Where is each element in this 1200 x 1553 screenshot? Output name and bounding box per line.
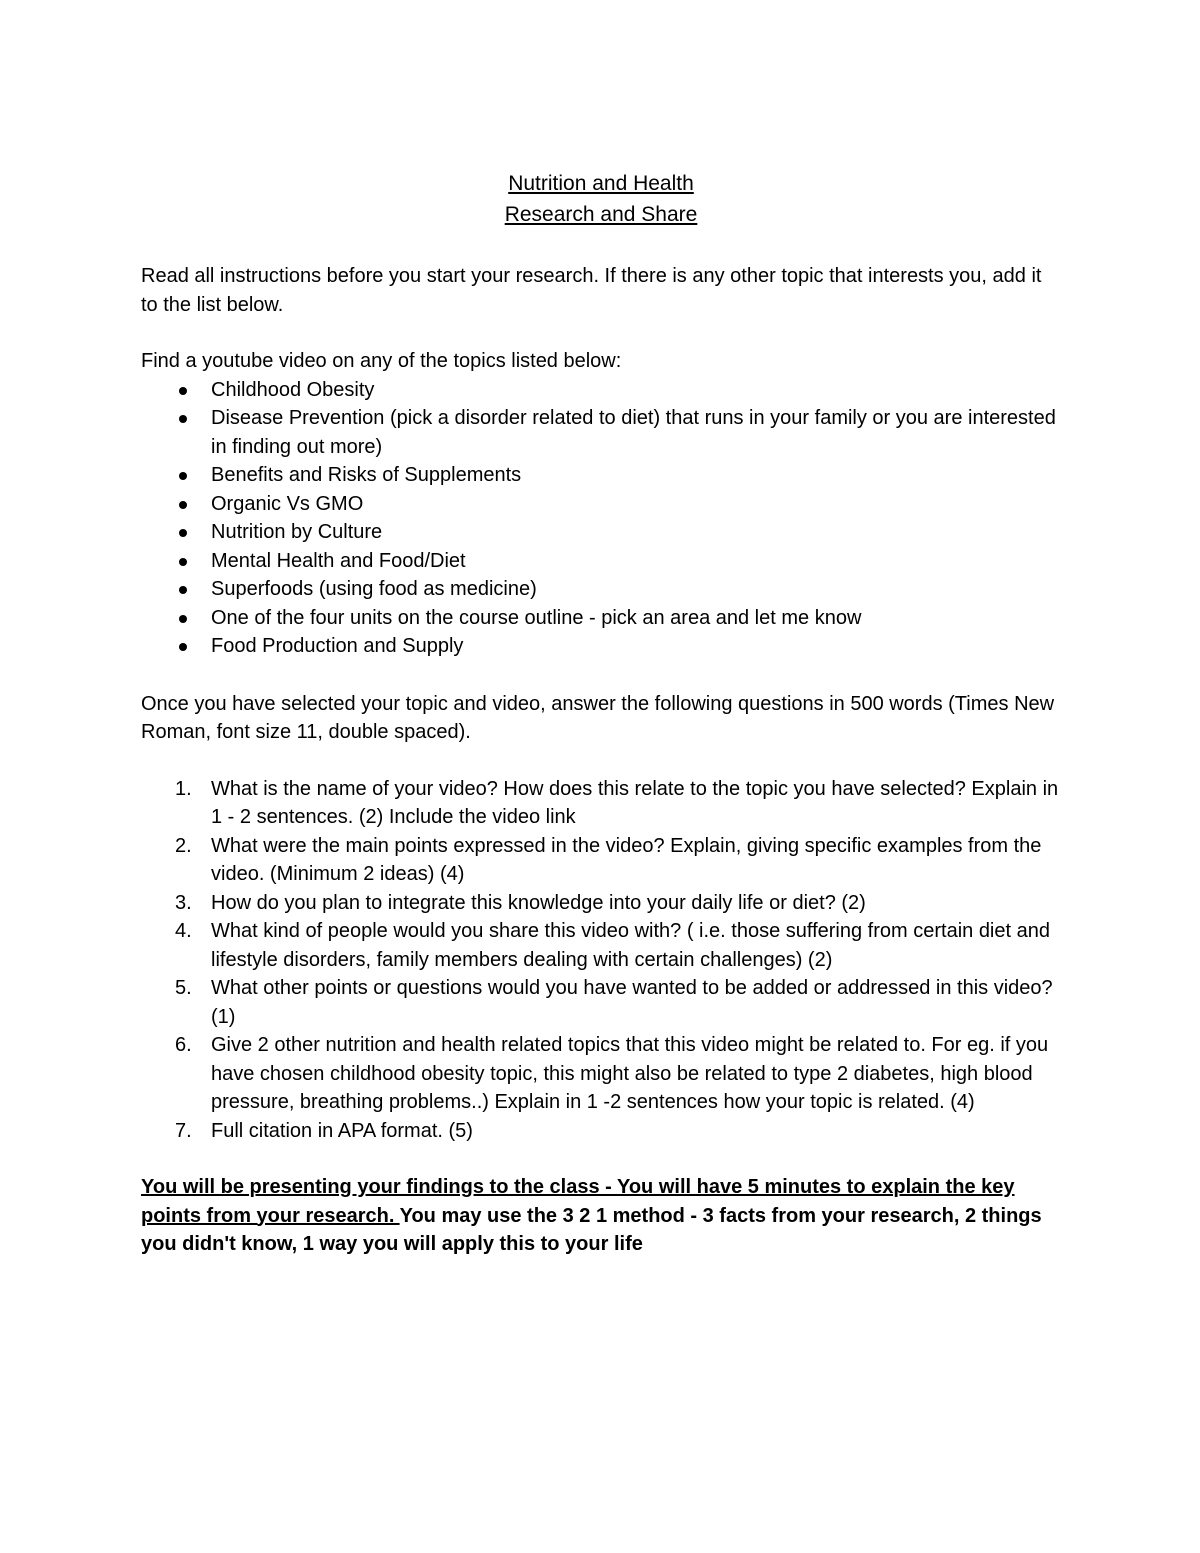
topics-list: [141, 376, 1061, 661]
topic-text: Mental Health and Food/Diet: [211, 549, 466, 572]
closing-text: You may use the 3 2 1 method - 3 facts from your research, 2 things you didn't know, 1 way you will apply this to your life: [141, 1204, 1042, 1255]
question-item: [141, 1031, 1061, 1117]
question-text: Give 2 other nutrition and health related topics that this video might be related to. For eg. if you have chosen childhood obesity topic, this might also be related to type 2 diabetes, high blood pressure, breathing problems..) Explain in 1 -2 sentences how your topic is related. (4): [211, 1034, 1049, 1113]
bullet-icon: [179, 415, 187, 423]
topic-text: Food Production and Supply: [211, 635, 464, 657]
bullet-icon: [179, 472, 187, 480]
question-text: Full citation in APA format. (5): [211, 1119, 473, 1142]
topic-text: Disease Prevention (pick a disorder related to diet) that runs in your family or you are interested in finding out more): [211, 407, 1056, 458]
topic-item: [141, 632, 1061, 661]
question-number: 2.: [175, 834, 192, 857]
question-item: [141, 775, 1061, 832]
topic-text: Childhood Obesity: [211, 378, 375, 401]
question-item: [141, 889, 1061, 918]
topic-text: Organic Vs GMO: [211, 492, 364, 515]
question-number: 5.: [175, 977, 192, 999]
bullet-icon: [179, 529, 187, 537]
question-number: 7.: [175, 1119, 192, 1142]
bullet-icon: [179, 558, 187, 566]
closing-underlined-text: You will be presenting your findings to the class - You will have 5 minutes to explain the key points from your research.: [141, 1176, 1015, 1227]
question-item: [141, 1117, 1061, 1146]
question-text: What is the name of your video? How does this relate to the topic you have selected? Explain in 1 - 2 sentences. (2) Include the video link: [211, 777, 1059, 828]
document-title: Nutrition and Health: [508, 172, 694, 195]
topics-lead: Find a youtube video on any of the topics listed below:: [141, 350, 622, 372]
topic-item: [141, 404, 1061, 461]
question-number: 1.: [175, 777, 192, 800]
question-item: [141, 974, 1061, 1031]
document-subtitle: Research and Share: [504, 203, 698, 226]
bullet-icon: [179, 387, 187, 395]
topic-text: Benefits and Risks of Supplements: [211, 464, 522, 486]
question-text: What were the main points expressed in the video? Explain, giving specific examples from the video. (Minimum 2 ideas) (4): [211, 834, 1042, 885]
topic-item: [141, 490, 1061, 519]
bullet-icon: [179, 643, 187, 651]
bullet-icon: [179, 586, 187, 594]
topic-text: Nutrition by Culture: [211, 521, 383, 543]
document-page: [141, 168, 1061, 1259]
question-text: What other points or questions would you have wanted to be added or addressed in this video? (1): [211, 977, 1053, 1028]
bullet-icon: [179, 615, 187, 623]
topic-item: [141, 604, 1061, 633]
question-number: 4.: [175, 920, 192, 942]
question-text: How do you plan to integrate this knowledge into your daily life or diet? (2): [211, 891, 866, 914]
topic-item: [141, 547, 1061, 576]
topic-item: [141, 518, 1061, 547]
question-text: What kind of people would you share this video with? ( i.e. those suffering from certain diet and lifestyle disorders, family members dealing with certain challenges) (2): [211, 920, 1050, 971]
question-item: [141, 832, 1061, 889]
question-number: 3.: [175, 891, 192, 914]
topic-item: [141, 575, 1061, 604]
topic-text: One of the four units on the course outline - pick an area and let me know: [211, 606, 862, 629]
closing-paragraph: [141, 1173, 1061, 1259]
bullet-icon: [179, 501, 187, 509]
questions-list: [141, 775, 1061, 1146]
question-item: [141, 917, 1061, 974]
instructions-paragraph: Once you have selected your topic and video, answer the following questions in 500 words (Times New Roman, font size 11, double spaced).: [141, 692, 1055, 743]
topic-item: [141, 461, 1061, 490]
title-block: [141, 168, 1061, 230]
question-number: 6.: [175, 1034, 192, 1056]
topic-text: Superfoods (using food as medicine): [211, 578, 537, 600]
topic-item: [141, 376, 1061, 405]
intro-paragraph: Read all instructions before you start your research. If there is any other topic that interests you, add it to the list below.: [141, 265, 1042, 316]
